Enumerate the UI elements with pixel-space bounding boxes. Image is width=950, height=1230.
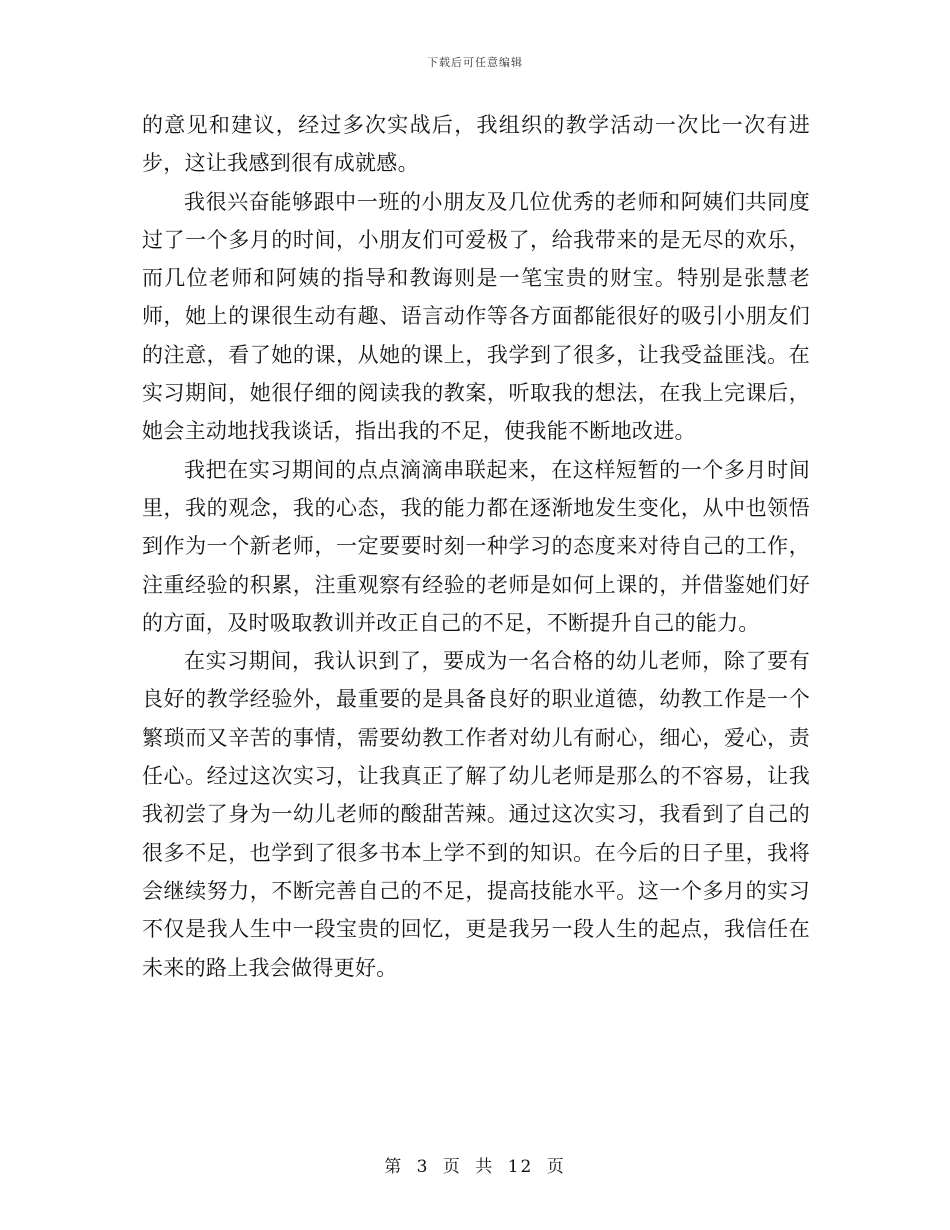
body-text (142, 106, 810, 987)
paragraph-3: 我把在实习期间的点点滴滴串联起来，在这样短暂的一个多月时间里，我的观念，我的心态，我的能力都在逐渐地发生变化，从中也领悟到作为一个新老师，一定要要时刻一种学习的态度来对待自己的工作，注重经验的积累，注重观察有经验的老师是如何上课的，并借鉴她们好的方面，及时吸取教训并改正自己的不足，不断提升自己的能力。 (142, 457, 810, 635)
page-number-footer: 第 3 页 共 12 页 (384, 1157, 566, 1177)
page-header: 下载后可任意编辑 (427, 56, 523, 69)
paragraph-2: 我很兴奋能够跟中一班的小朋友及几位优秀的老师和阿姨们共同度过了一个多月的时间，小朋友们可爱极了，给我带来的是无尽的欢乐，而几位老师和阿姨的指导和教诲则是一笔宝贵的财宝。特别是张慧老师，她上的课很生动有趣、语言动作等各方面都能很好的吸引小朋友们的注意，看了她的课，从她的课上，我学到了很多，让我受益匪浅。在实习期间，她很仔细的阅读我的教案，听取我的想法，在我上完课后，她会主动地找我谈话，指出我的不足，使我能不断地改进。 (142, 189, 810, 444)
paragraph-4: 在实习期间，我认识到了，要成为一名合格的幼儿老师，除了要有良好的教学经验外，最重要的是具备良好的职业道德，幼教工作是一个繁琐而又辛苦的事情，需要幼教工作者对幼儿有耐心，细心，爱心，责任心。经过这次实习，让我真正了解了幼儿老师是那么的不容易，让我我初尝了身为一幼儿老师的酸甜苦辣。通过这次实习，我看到了自己的很多不足，也学到了很多书本上学不到的知识。在今后的日子里，我将会继续努力，不断完善自己的不足，提高技能水平。这一个多月的实习不仅是我人生中一段宝贵的回忆，更是我另一段人生的起点，我信任在未来的路上我会做得更好。 (142, 649, 810, 980)
paragraph-1: 的意见和建议，经过多次实战后，我组织的教学活动一次比一次有进步，这让我感到很有成就感。 (142, 113, 810, 176)
